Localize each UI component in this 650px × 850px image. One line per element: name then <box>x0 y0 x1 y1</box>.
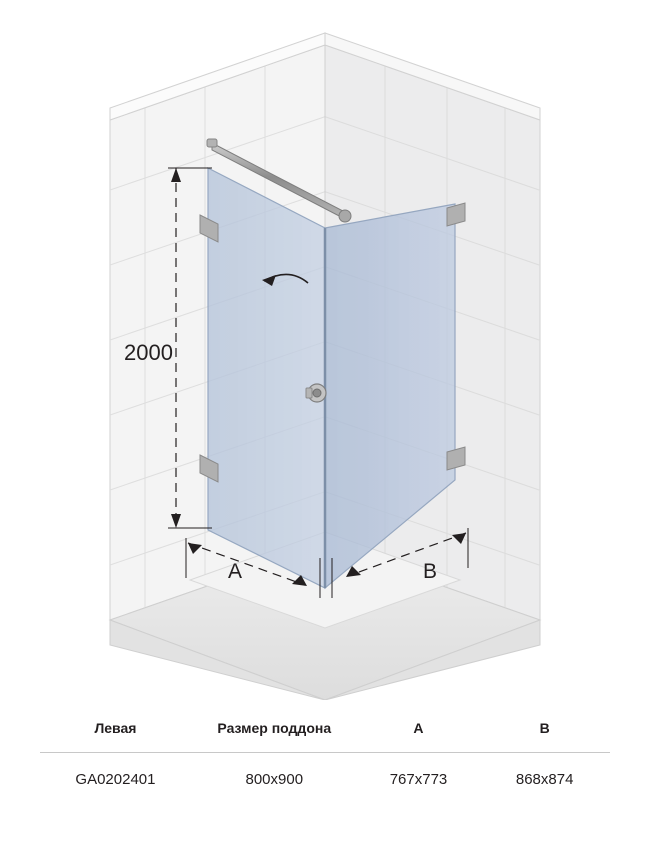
specification-table <box>40 710 610 798</box>
dimension-a-label: A <box>228 560 243 583</box>
cell-article-code: GA0202401 <box>40 753 191 799</box>
header-a: A <box>413 720 424 736</box>
cell-tray-size: 800x900 <box>191 753 358 799</box>
cell-dimension-b: 868x874 <box>479 753 610 799</box>
glass-door-panel <box>208 168 325 588</box>
support-bar-end-cap <box>339 210 351 222</box>
table-header-row <box>40 710 610 753</box>
handle-knob-inner <box>313 389 321 397</box>
height-dim-label: 2000 <box>124 340 173 365</box>
cell-dimension-a: 767x773 <box>358 753 480 799</box>
table-row <box>40 753 610 799</box>
header-side: Левая <box>94 720 137 736</box>
header-b: B <box>539 720 550 736</box>
header-tray-size: Размер поддона <box>217 720 332 736</box>
dimension-b-label: B <box>423 560 438 583</box>
support-bar-wall-mount <box>207 139 217 147</box>
handle-plate <box>306 388 312 398</box>
